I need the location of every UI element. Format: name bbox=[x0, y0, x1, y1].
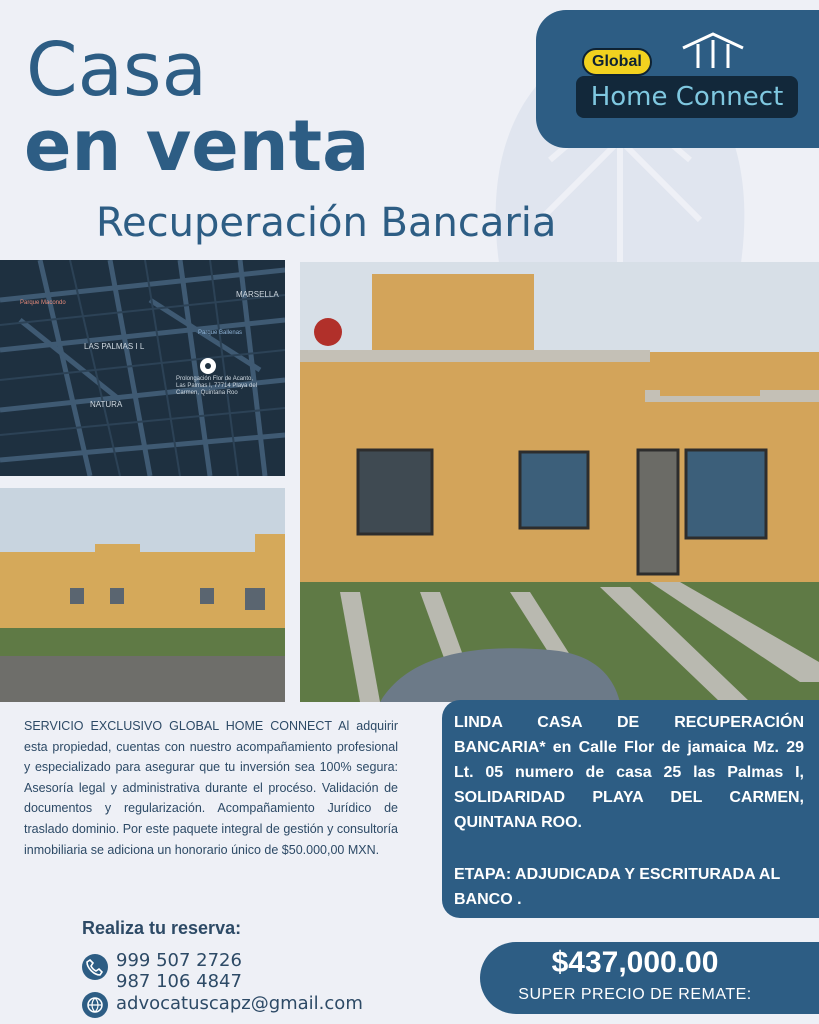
house-photo bbox=[300, 262, 819, 702]
phone-number-1[interactable]: 999 507 2726 bbox=[116, 950, 242, 971]
map-address-label: Prolongación Flor de Acanto, Las Palmas I, 77714 Playa del Carmen, Quintana Roo bbox=[176, 376, 258, 396]
map-label: Parque Ballenas bbox=[198, 330, 243, 336]
house-illustration bbox=[300, 262, 819, 702]
property-address: LINDA CASA DE RECUPERACIÓN BANCARIA* en Calle Flor de jamaica Mz. 29 Lt. 05 numero de casa 25 las Palmas I, SOLIDARIDAD PLAYA DEL CARMEN, QUINTANA ROO. bbox=[454, 714, 804, 831]
price-amount: $437,000.00 bbox=[551, 946, 719, 979]
street-illustration bbox=[0, 488, 285, 702]
property-info-box bbox=[442, 700, 819, 918]
globe-icon bbox=[82, 992, 108, 1018]
street-photo bbox=[0, 488, 285, 702]
reserve-heading: Realiza tu reserva: bbox=[82, 918, 242, 938]
map-label: NATURA bbox=[90, 400, 123, 409]
price-box bbox=[480, 942, 819, 1014]
house-logo-icon bbox=[678, 30, 748, 70]
page-title-line1: Casa bbox=[26, 27, 207, 113]
service-description: SERVICIO EXCLUSIVO GLOBAL HOME CONNECT Al adquirir esta propiedad, cuentas con nuestro acompañamiento profesional y especializado para asegurar que tu inversión sea 100% segura: Asesoría legal y administrativa durante el procéso. Validación de documentos y regularización. Acompañamiento Jurídico de traslado dominio. Por este paquete integral de gestión y consultoría inmobiliaria se adiciona un honorario único de $50.000,00 MXN. bbox=[24, 719, 398, 857]
page-title-line2: en venta bbox=[24, 105, 370, 187]
price-label: SUPER PRECIO DE REMATE: bbox=[518, 986, 752, 1003]
logo-name: Home Connect bbox=[576, 76, 798, 118]
map-label: LAS PALMAS I L bbox=[84, 342, 145, 351]
brand-logo bbox=[536, 10, 819, 148]
property-stage: ETAPA: ADJUDICADA Y ESCRITURADA AL BANCO . bbox=[454, 866, 780, 908]
phone-icon bbox=[82, 954, 108, 980]
phone-number-2[interactable]: 987 106 4847 bbox=[116, 971, 242, 992]
email-address[interactable]: advocatuscapz@gmail.com bbox=[116, 993, 363, 1014]
page-subtitle: Recuperación Bancaria bbox=[96, 200, 557, 246]
logo-badge: Global bbox=[582, 48, 652, 76]
location-map bbox=[0, 260, 285, 476]
map-label: Parque Macondo bbox=[20, 300, 66, 306]
map-label: MARSELLA bbox=[236, 290, 279, 299]
